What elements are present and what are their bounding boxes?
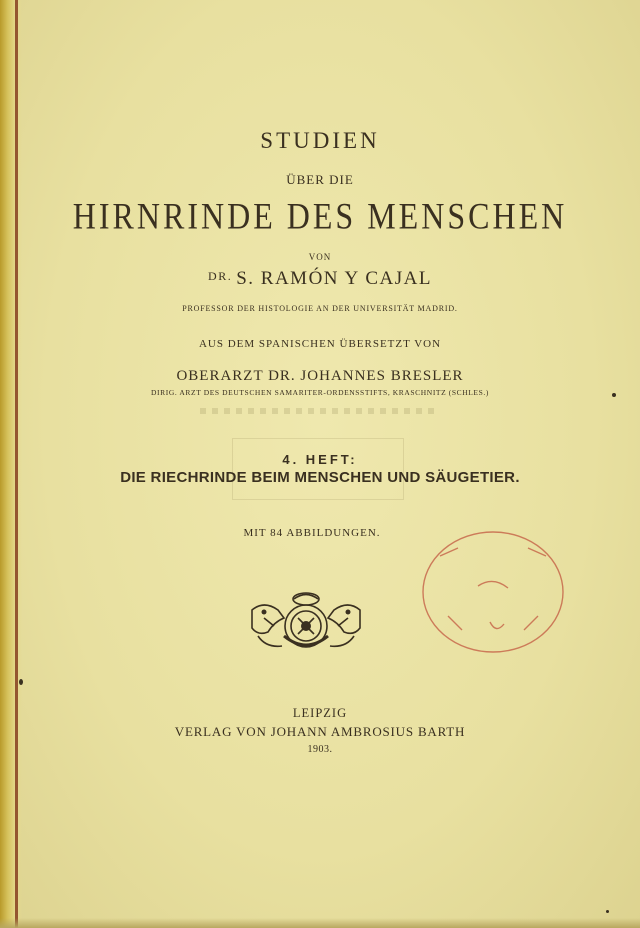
- bleed-through-text: [200, 408, 440, 414]
- author-prefix: DR.: [208, 269, 233, 283]
- author-name: S. RAMÓN Y CAJAL: [236, 268, 432, 289]
- translation-note: AUS DEM SPANISCHEN ÜBERSETZT VON: [198, 338, 442, 350]
- ink-speck: [612, 393, 616, 397]
- publisher-name: VERLAG VON JOHANN AMBROSIUS BARTH: [174, 724, 466, 739]
- heft-number: 4. HEFT:: [282, 452, 358, 467]
- ink-speck: [606, 910, 609, 913]
- library-stamp: [418, 526, 568, 658]
- page-bottom-edge: [0, 918, 640, 928]
- ink-speck: [19, 679, 23, 685]
- von-label: VON: [308, 252, 332, 262]
- title-main: STUDIEN: [260, 128, 380, 153]
- heft-title: DIE RIECHRINDE BEIM MENSCHEN UND SÄUGETIER.: [120, 469, 520, 486]
- author-line: [0, 268, 640, 290]
- publisher-emblem: [244, 588, 368, 664]
- translator-name: OBERARZT DR. JOHANNES BRESLER: [176, 368, 464, 384]
- translator-affiliation: DIRIG. ARZT DES DEUTSCHEN SAMARITER-ORDENSSTIFTS, KRASCHNITZ (SCHLES.): [151, 388, 489, 397]
- title-large: HIRNRINDE DES MENSCHEN: [72, 195, 568, 237]
- title-sub: ÜBER DIE: [286, 172, 354, 187]
- author-affiliation: PROFESSOR DER HISTOLOGIE AN DER UNIVERSITÄT MADRID.: [182, 304, 458, 313]
- publication-place: LEIPZIG: [292, 706, 348, 720]
- illustrations-count: MIT 84 ABBILDUNGEN.: [243, 527, 381, 539]
- publication-year: 1903.: [307, 744, 333, 755]
